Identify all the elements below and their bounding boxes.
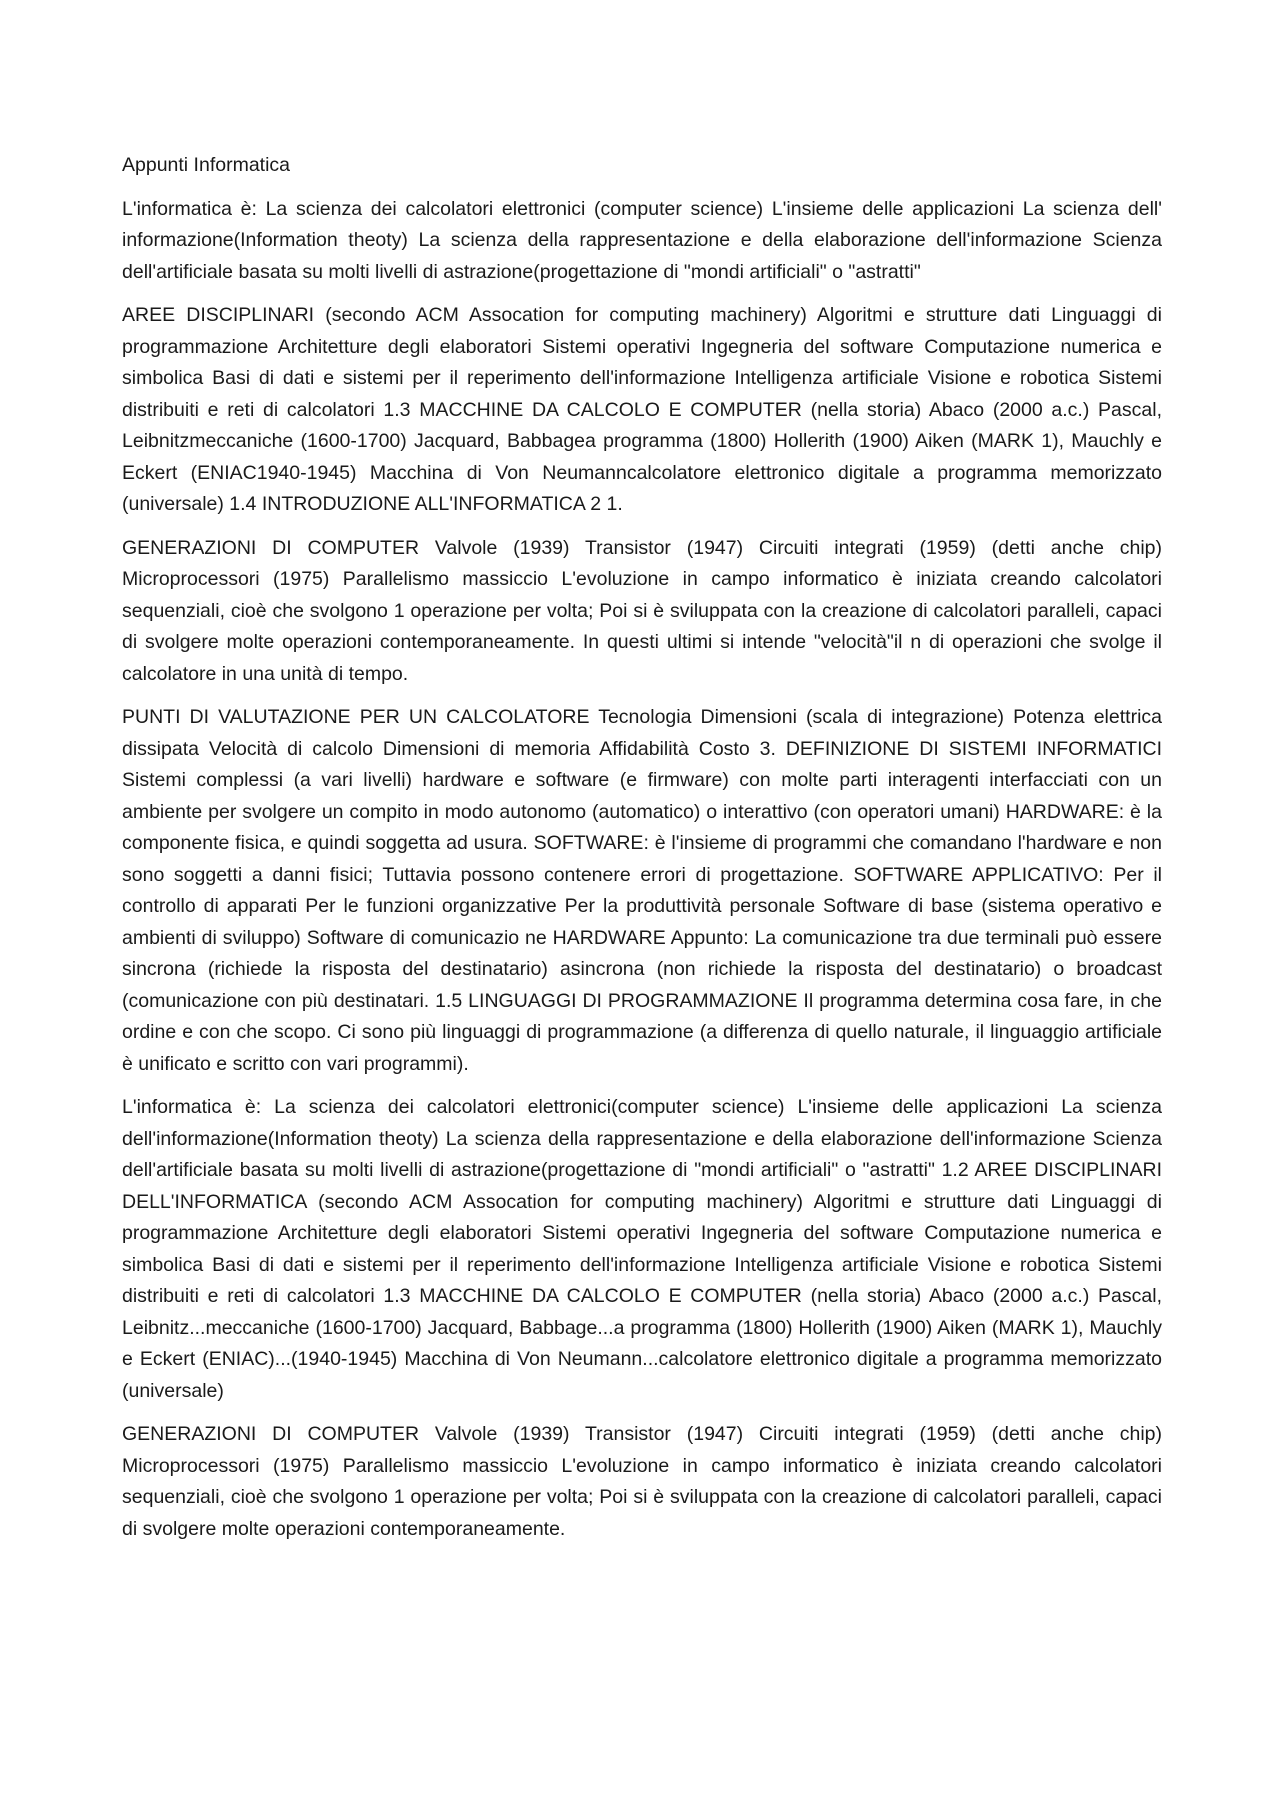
paragraph-generazioni-repeat: GENERAZIONI DI COMPUTER Valvole (1939) Transistor (1947) Circuiti integrati (1959) (detti anche chip) Microprocessori (1975) Parallelismo massiccio L'evoluzione in campo informatico è iniziata creando calcolatori sequenziali, cioè che svolgono 1 operazione per volta; Poi si è sviluppata con la creazione di calcolatori paralleli, capaci di svolgere molte operazioni contemporaneamente. (122, 1423, 1162, 1540)
paragraph-definition: L'informatica è: La scienza dei calcolatori elettronici (computer science) L'insieme delle applicazioni La scienza dell' informazione(Information theoty) La scienza della rappresentazione e della elaborazione dell'informazione Scienza dell'artificiale basata su molti livelli di astrazione(progettazione di "mondi artificiali" o "astratti" (122, 197, 1162, 283)
paragraph-definition-repeat: L'informatica è: La scienza dei calcolatori elettronici(computer science) L'insieme delle applicazioni La scienza dell'informazione(Information theoty) La scienza della rappresentazione e della elaborazione dell'informazione Scienza dell'artificiale basata su molti livelli di astrazione(progettazione di "mondi artificiali" o "astratti" 1.2 AREE DISCIPLINARI DELL'INFORMATICA (secondo ACM Assocation for computing machinery) Algoritmi e strutture dati Linguaggi di programmazione Architetture degli elaboratori Sistemi operativi Ingegneria del software Computazione numerica e simbolica Basi di dati e sistemi per il reperimento dell'informazione Intelligenza artificiale Visione e robotica Sistemi distribuiti e reti di calcolatori 1.3 MACCHINE DA CALCOLO E COMPUTER (nella storia) Abaco (2000 a.c.) Pascal, Leibnitz...meccaniche (1600-1700) Jacquard, Babbage...a programma (1800) Hollerith (1900) Aiken (MARK 1), Mauchly e Eckert (ENIAC)...(1940-1945) Macchina di Von Neumann...calcolatore elettronico digitale a programma memorizzato (universale) (122, 1096, 1162, 1402)
paragraph-generazioni: GENERAZIONI DI COMPUTER Valvole (1939) Transistor (1947) Circuiti integrati (1959) (detti anche chip) Microprocessori (1975) Parallelismo massiccio L'evoluzione in campo informatico è iniziata creando calcolatori sequenziali, cioè che svolgono 1 operazione per volta; Poi si è sviluppata con la creazione di calcolatori paralleli, capaci di svolgere molte operazioni contemporaneamente. In questi ultimi si intende "velocità"il n di operazioni che svolge il calcolatore in una unità di tempo. (122, 536, 1162, 685)
paragraph-aree-disciplinari: AREE DISCIPLINARI (secondo ACM Assocation for computing machinery) Algoritmi e strutture dati Linguaggi di programmazione Architetture degli elaboratori Sistemi operativi Ingegneria del software Computazione numerica e simbolica Basi di dati e sistemi per il reperimento dell'informazione Intelligenza artificiale Visione e robotica Sistemi distribuiti e reti di calcolatori 1.3 MACCHINE DA CALCOLO E COMPUTER (nella storia) Abaco (2000 a.c.) Pascal, Leibnitzmeccaniche (1600-1700) Jacquard, Babbagea programma (1800) Hollerith (1900) Aiken (MARK 1), Mauchly e Eckert (ENIAC1940-1945) Macchina di Von Neumanncalcolatore elettronico digitale a programma memorizzato (universale) 1.4 INTRODUZIONE ALL'INFORMATICA 2 1. (122, 304, 1162, 515)
document-page (122, 150, 1162, 1557)
document-title: Appunti Informatica (122, 154, 291, 176)
paragraph-punti-valutazione: PUNTI DI VALUTAZIONE PER UN CALCOLATORE Tecnologia Dimensioni (scala di integrazione) Potenza elettrica dissipata Velocità di calcolo Dimensioni di memoria Affidabilità Costo 3. DEFINIZIONE DI SISTEMI INFORMATICI Sistemi complessi (a vari livelli) hardware e software (e firmware) con molte parti interagenti interfacciati con un ambiente per svolgere un compito in modo autonomo (automatico) o interattivo (con operatori umani) HARDWARE: è la componente fisica, e quindi soggetta ad usura. SOFTWARE: è l'insieme di programmi che comandano l'hardware e non sono soggetti a danni fisici; Tuttavia possono contenere errori di progettazione. SOFTWARE APPLICATIVO: Per il controllo di apparati Per le funzioni organizzative Per la produttività personale Software di base (sistema operativo e ambienti di sviluppo) Software di comunicazio ne HARDWARE Appunto: La comunicazione tra due terminali può essere sincrona (richiede la risposta del destinatario) asincrona (non richiede la risposta del destinatario) o broadcast (comunicazione con più destinatari. 1.5 LINGUAGGI DI PROGRAMMAZIONE Il programma determina cosa fare, in che ordine e con che scopo. Ci sono più linguaggi di programmazione (a differenza di quello naturale, il linguaggio artificiale è unificato e scritto con vari programmi). (122, 706, 1162, 1075)
